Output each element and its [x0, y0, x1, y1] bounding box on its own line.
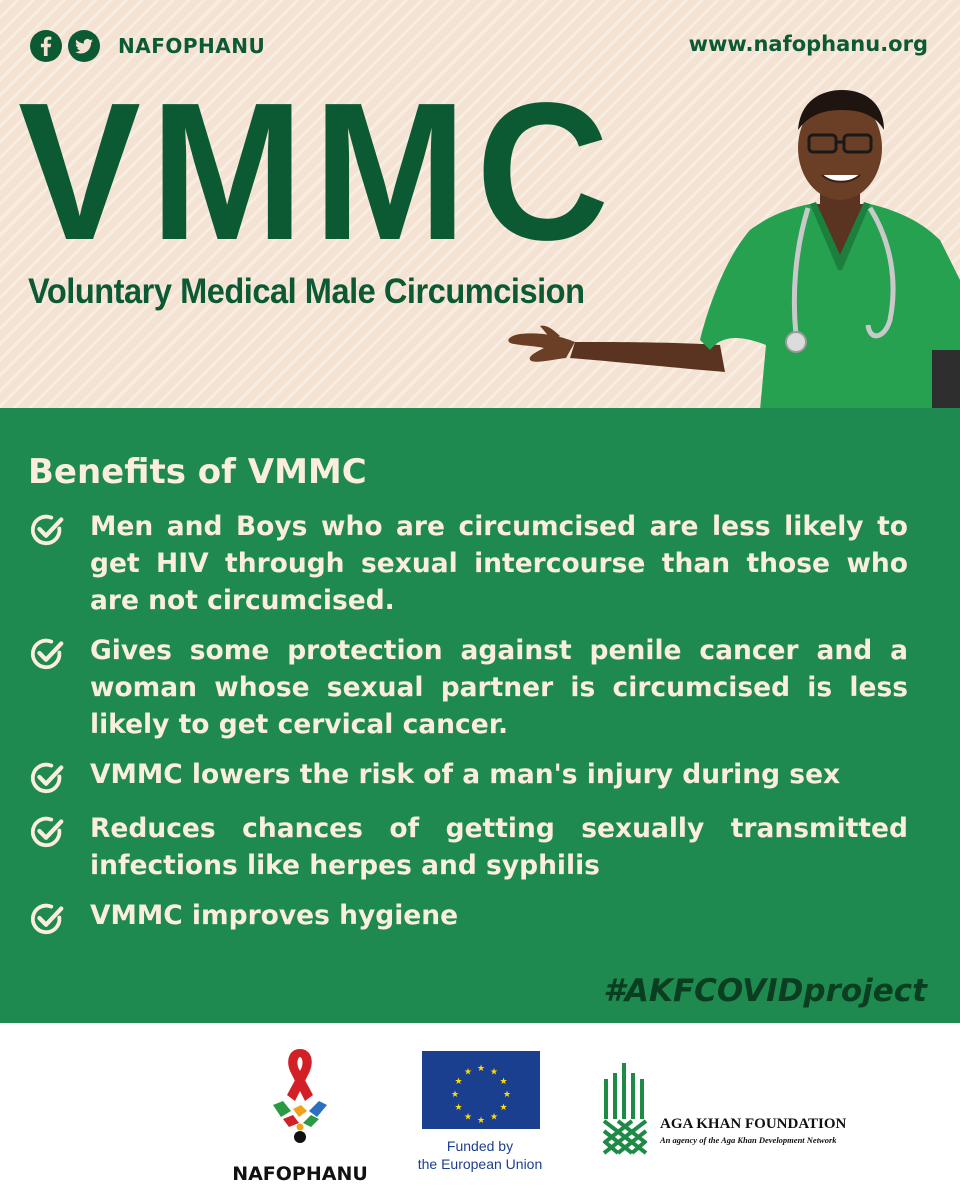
facebook-icon[interactable]: [30, 30, 62, 62]
check-circle-icon: [28, 759, 66, 797]
list-item: [28, 632, 908, 743]
campaign-hashtag: #AKFCOVIDproject: [603, 973, 927, 1009]
benefit-text: Men and Boys who are circumcised are less likely to get HIV through sexual intercourse than those who are not circumcised.: [90, 511, 908, 616]
check-circle-icon: [28, 635, 66, 673]
svg-text:★: ★: [499, 1103, 508, 1113]
page-subtitle: Voluntary Medical Male Circumcision: [28, 272, 585, 311]
doctor-illustration: [470, 80, 960, 408]
social-links: [30, 30, 265, 62]
benefit-text: VMMC improves hygiene: [90, 900, 459, 931]
check-circle-icon: [28, 900, 66, 938]
svg-text:★: ★: [476, 1116, 486, 1126]
svg-text:★: ★: [476, 1064, 486, 1074]
akf-name: AGA KHAN FOUNDATION: [660, 1116, 847, 1132]
benefit-list: [28, 508, 908, 951]
list-item: [28, 756, 908, 797]
hero-banner: [0, 0, 960, 408]
svg-text:★: ★: [454, 1103, 463, 1113]
benefit-text: Gives some protection against penile cancer and a woman whose sexual partner is circumcised is less likely to get cervical cancer.: [90, 635, 908, 740]
list-item: [28, 508, 908, 619]
aga-khan-foundation-logo: [600, 1059, 900, 1169]
eu-caption: [400, 1137, 560, 1173]
nafophanu-label: NAFOPHANU: [232, 1163, 368, 1185]
check-circle-icon: [28, 511, 66, 549]
akf-tagline: An agency of the Aga Khan Development Network: [660, 1135, 837, 1145]
svg-text:★: ★: [463, 1067, 473, 1078]
partner-logos: [0, 1023, 960, 1200]
benefits-heading: Benefits of VMMC: [28, 452, 367, 492]
twitter-icon[interactable]: [68, 30, 100, 62]
eu-caption-line1: Funded by: [446, 1138, 514, 1154]
eu-stars-icon: [422, 1051, 540, 1129]
brand-name: NAFOPHANU: [118, 34, 266, 58]
list-item: [28, 810, 908, 884]
check-circle-icon: [28, 813, 66, 851]
svg-text:★: ★: [463, 1112, 473, 1123]
benefit-text: VMMC lowers the risk of a man's injury during sex: [90, 759, 841, 790]
svg-text:★: ★: [450, 1090, 460, 1100]
page-title: VMMC: [18, 62, 619, 281]
eu-caption-line2: the European Union: [417, 1156, 543, 1172]
akf-emblem-icon: [600, 1059, 650, 1159]
benefits-panel: [0, 408, 960, 1023]
svg-text:★: ★: [499, 1077, 508, 1087]
svg-text:★: ★: [489, 1067, 499, 1078]
svg-text:★: ★: [454, 1077, 463, 1087]
list-item: [28, 897, 908, 938]
svg-text:★: ★: [489, 1112, 499, 1123]
svg-text:★: ★: [502, 1090, 512, 1100]
red-ribbon-icon: [265, 1045, 335, 1145]
benefit-text: Reduces chances of getting sexually transmitted infections like herpes and syphilis: [90, 813, 908, 881]
website-link[interactable]: www.nafophanu.org: [688, 32, 928, 56]
eu-logo: [400, 1051, 560, 1200]
nafophanu-logo: [230, 1045, 370, 1195]
